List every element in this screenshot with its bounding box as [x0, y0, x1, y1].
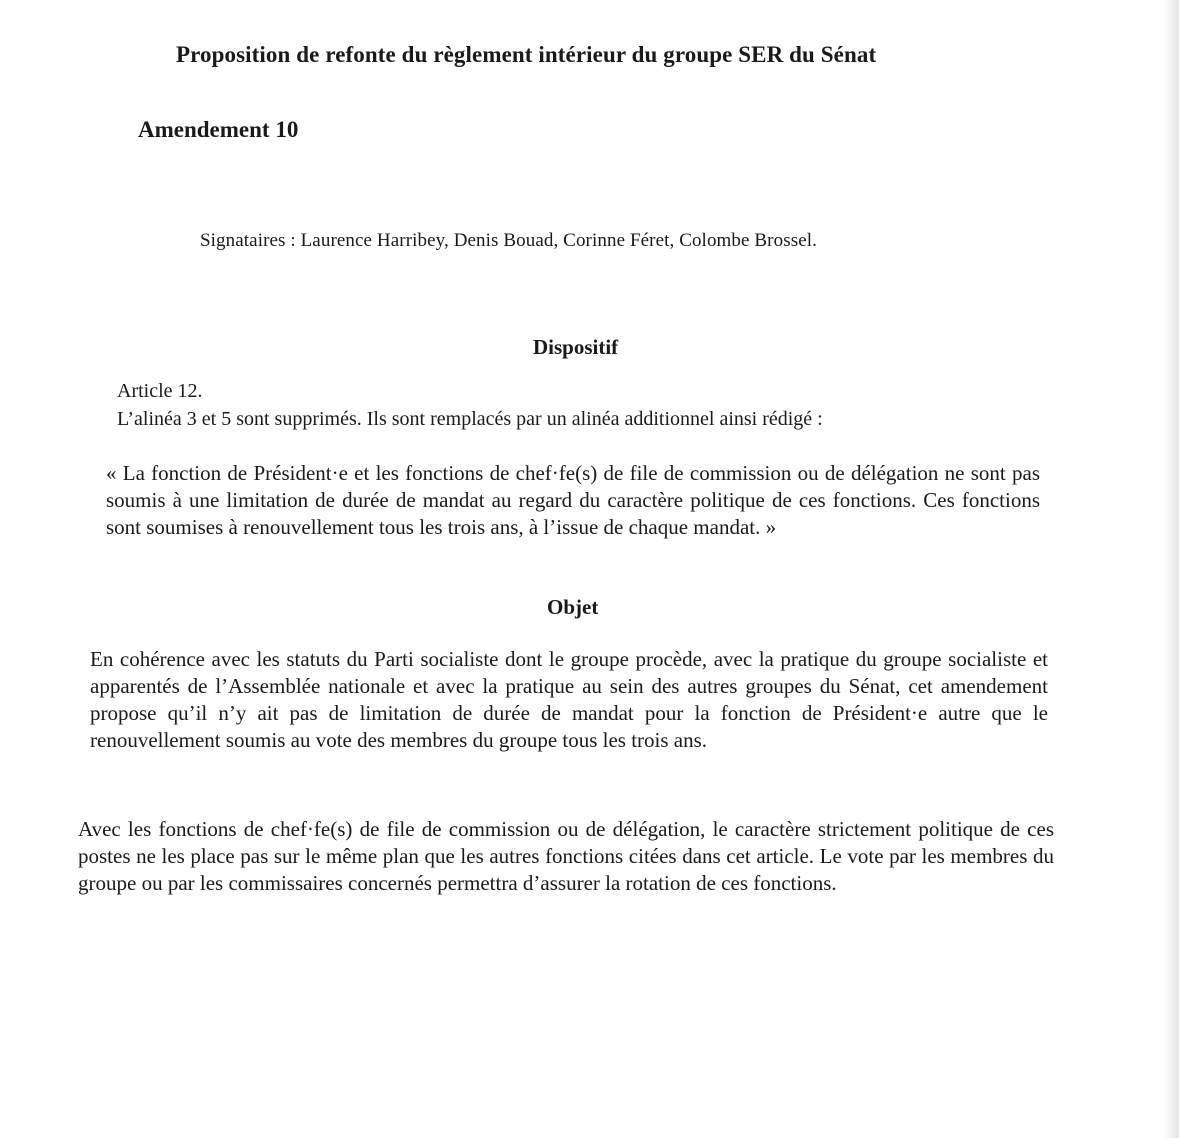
article-reference: Article 12.	[117, 380, 203, 402]
objet-paragraph-1: En cohérence avec les statuts du Parti socialiste dont le groupe procède, avec la pratique du groupe socialiste et apparentés de l’Assemblée nationale et avec la pratique au sein des autres groupes du Sénat, cet amendement propose qu’il n’y ait pas de limitation de durée de mandat pour la fonction de Président·e autre que le renouvellement soumis au vote des membres du groupe tous les trois ans.	[90, 647, 1048, 752]
document-title: Proposition de refonte du règlement intérieur du groupe SER du Sénat	[176, 42, 877, 67]
new-paragraph-quote: « La fonction de Président·e et les fonctions de chef·fe(s) de file de commission ou de délégation ne sont pas soumis à une limitation de durée de mandat au regard du caractère politique de ces fonctions. Ces fonctions sont soumises à renouvellement tous les trois ans, à l’issue de chaque mandat. »	[106, 461, 1040, 539]
objet-paragraph-2: Avec les fonctions de chef·fe(s) de file de commission ou de délégation, le caractère strictement politique de ces postes ne les place pas sur le même plan que les autres fonctions citées dans cet article. Le vote par les membres du groupe ou par les commissaires concernés permettra d’assurer la rotation de ces fonctions.	[78, 817, 1054, 895]
amendment-number: Amendement 10	[138, 117, 299, 142]
objet-heading: Objet	[547, 595, 599, 619]
amendment-instruction: L’alinéa 3 et 5 sont supprimés. Ils sont remplacés par un alinéa additionnel ainsi rédigé :	[117, 408, 823, 430]
signatories-line: Signataires : Laurence Harribey, Denis Bouad, Corinne Féret, Colombe Brossel.	[200, 230, 817, 251]
dispositif-heading: Dispositif	[533, 335, 619, 359]
page-edge-shadow	[1165, 0, 1179, 1138]
